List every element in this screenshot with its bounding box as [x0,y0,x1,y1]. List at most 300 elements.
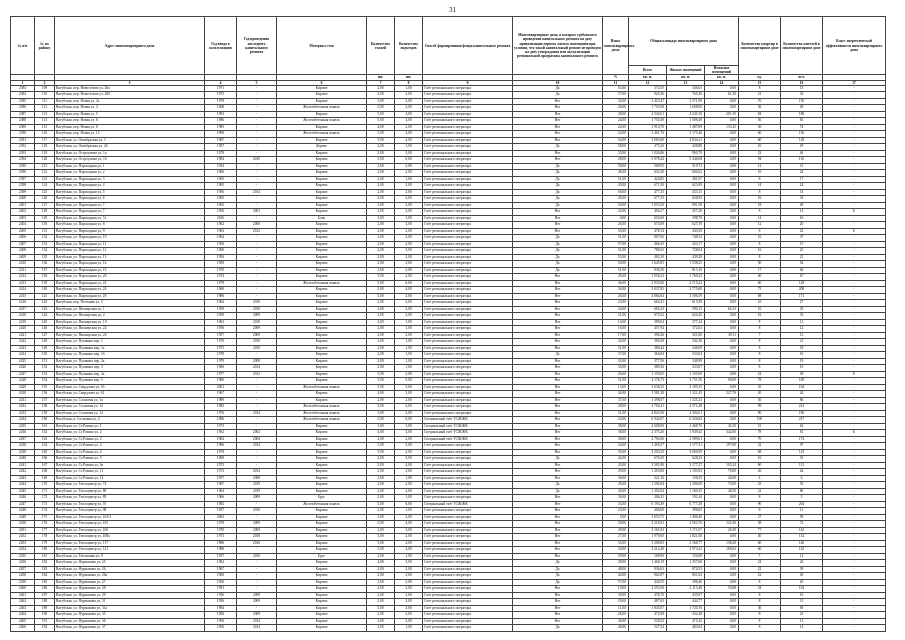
table-cell: 4,00 [395,111,423,118]
table-cell: 162 [35,430,55,437]
table-cell: 2,00 [367,85,395,92]
table-cell: Да [513,352,603,359]
table-cell: Кирпич [277,176,367,183]
table-cell: - [823,105,886,112]
table-cell: 0,00 [705,319,739,326]
table-cell: 5,00 [367,378,395,385]
table-cell: - [823,527,886,534]
table-cell: 2,00 [367,579,395,586]
table-cell: Вагубская, ул. Пароходная ул, 7а [55,215,205,222]
table-cell: 2,00 [367,261,395,268]
table-cell: 494,27 [629,209,667,216]
table-cell: 33,00 [603,150,629,157]
table-cell: 1 979,00 [629,534,667,541]
table-cell: 1 760,23 [667,274,705,281]
table-cell: 1963 [205,228,237,235]
table-cell: 2431 [11,397,35,404]
unit-cell: ед. [739,75,781,80]
table-cell: Нет [513,443,603,450]
table-cell: Кирпич [277,579,367,586]
table-cell: - [237,215,277,222]
table-cell: - [237,235,277,242]
table-cell: 0,00 [705,235,739,242]
table-cell: 1973 [205,423,237,430]
table-cell: 116 [781,157,823,164]
table-cell: 0,00 [705,625,739,632]
table-cell: 131 [35,228,55,235]
table-cell: Кирпич [277,150,367,157]
table-cell: 186 [35,586,55,593]
table-cell: 0,00 [705,261,739,268]
table-cell: 2,00 [367,618,395,625]
table-cell: 2415 [11,293,35,300]
table-cell: Вагубская, ул. Ст.Разина ул, 3 [55,443,205,450]
table-cell: 1954 [205,163,237,170]
table-cell: 3 212,40 [629,547,667,554]
table-cell: 75,00 [705,482,739,489]
table-cell: 1 754,49 [629,118,667,125]
table-cell: 28,00 [603,111,629,118]
table-cell: 125 [781,547,823,554]
header-area-total: Всего [629,66,667,75]
table-cell: 981,50 [667,202,705,209]
table-cell: Нет [513,378,603,385]
table-cell: 1957 [205,553,237,560]
table-cell: 0,00 [705,209,739,216]
table-cell: 0,00 [705,222,739,229]
table-cell: 156,55 [667,475,705,482]
table-cell: Счёт регионального оператора [423,553,513,560]
table-cell: 6 777,28 [667,501,705,508]
table-cell: Вагубская, ул. Ст.Разина ул, 1 [55,423,205,430]
table-cell: 2397 [11,176,35,183]
table-cell: 2,00 [395,573,423,580]
table-cell: 2019 [237,482,277,489]
table-cell: 61,40 [705,92,739,99]
table-cell: 57,00 [603,579,629,586]
table-cell: Вагубская, ул. Пароходная ул, 5 [55,189,205,196]
table-cell: 1 053,50 [629,202,667,209]
table-cell: 4,00 [395,547,423,554]
table-cell: 8 [739,612,781,619]
table-cell: 1 171,07 [667,527,705,534]
table-cell: 1,00 [395,144,423,151]
table-cell: 123 [35,176,55,183]
table-cell: 30,00 [603,436,629,443]
table-cell: 2014 [237,625,277,632]
table-cell: 1 821,08 [667,534,705,541]
table-cell: Счёт регионального оператора [423,254,513,261]
table-cell: 27,00 [603,534,629,541]
table-cell: 5 978,42 [629,157,667,164]
table-cell: 2459 [11,579,35,586]
table-cell: 214 [781,404,823,411]
table-cell: 14 [739,215,781,222]
table-cell: 2414 [11,287,35,294]
table-cell: 0,00 [705,287,739,294]
table-cell: 2 715,22 [667,280,705,287]
table-cell: 2 935,00 [629,280,667,287]
table-cell: - [823,215,886,222]
table-cell: Нет [513,293,603,300]
table-cell: 143 [781,527,823,534]
table-cell: Счёт регионального оператора [423,599,513,606]
table-cell: 2009 [237,495,277,502]
table-cell: 135 [35,254,55,261]
table-cell: 0,00 [705,293,739,300]
table-cell: 2,00 [367,345,395,352]
table-cell: 55,88 [705,586,739,593]
table-cell: Вагубская, пер. Новая ул, 2а [55,98,205,105]
table-cell: 138,28 [705,540,739,547]
table-cell: Е [823,228,886,235]
table-cell: Вагубская, ул. Фурманова ул, 36 [55,618,205,625]
table-cell: Счёт регионального оператора [423,183,513,190]
table-cell: Кирпич [277,183,367,190]
table-cell: 7 [739,332,781,339]
table-cell: 227,70 [705,391,739,398]
table-cell: 1,00 [395,365,423,372]
table-cell: 2,00 [395,469,423,476]
table-cell: 2,00 [395,228,423,235]
table-cell: 677,25 [629,196,667,203]
table-cell: 70,00 [705,469,739,476]
table-cell: - [237,579,277,586]
table-cell: - [823,586,886,593]
table-cell: Кирпич [277,378,367,385]
table-cell: 487,63 [629,599,667,606]
table-cell: 627,59 [667,222,705,229]
table-cell: 26,50 [705,527,739,534]
table-cell: 2018 [237,534,277,541]
table-cell: 46 [781,150,823,157]
table-cell: 1956 [205,625,237,632]
table-cell: 20 [781,222,823,229]
table-cell: 0,00 [705,560,739,567]
table-cell: 2002 [205,514,237,521]
table-cell: 0,00 [705,157,739,164]
table-cell: 90 [739,501,781,508]
table-cell: 32,00 [603,209,629,216]
table-cell: 2395 [11,163,35,170]
table-cell: 45,00 [603,183,629,190]
table-cell: 5,00 [367,534,395,541]
unit-cell: кв. м. [667,75,705,80]
table-cell: 2442 [11,469,35,476]
table-cell: Специальный счёт ТСЖ/ЖК [423,430,513,437]
table-cell: 443,50 [667,228,705,235]
table-cell: 69 [781,605,823,612]
table-cell: 26 [739,469,781,476]
table-cell: Счёт регионального оператора [423,521,513,528]
table-cell: - [823,254,886,261]
table-cell: 12 [739,222,781,229]
table-cell: Вагубская, ул. Теплоцентр ул, 108а [55,534,205,541]
table-cell: Кирпич [277,612,367,619]
table-cell: 2405 [11,228,35,235]
table-cell: Нет [513,131,603,138]
column-number-cell: 1 [11,80,35,85]
table-cell: 153 [35,371,55,378]
table-cell: 671,50 [629,183,667,190]
table-cell: 662,41 [629,300,667,307]
table-cell: 6,00 [395,501,423,508]
table-cell: 2463 [11,605,35,612]
table-cell: Вагубская, ул. Пароходная ул, 3 [55,176,205,183]
table-cell: 1965 [205,183,237,190]
table-cell: Кирпич [277,391,367,398]
table-cell: 1,00 [395,553,423,560]
table-cell: 3 563,70 [667,521,705,528]
table-cell: Счёт регионального оператора [423,352,513,359]
table-cell: 0,00 [705,274,739,281]
table-cell: 0,00 [603,215,629,222]
table-cell: 2 792,60 [629,436,667,443]
column-number-cell: 17 [823,80,886,85]
table-cell: 114 [35,118,55,125]
table-cell: 2413 [11,280,35,287]
table-cell: 1 645,85 [629,261,667,268]
table-cell: Нет [513,215,603,222]
table-cell: Кирпич [277,358,367,365]
table-cell: - [237,267,277,274]
table-cell: Вагубская, ул. Пароходная ул, 20 [55,274,205,281]
table-cell: 2 608,00 [629,423,667,430]
table-cell: 4 884,64 [629,293,667,300]
table-cell: 51,00 [603,176,629,183]
table-cell: 37,00 [603,352,629,359]
table-cell: - [823,241,886,248]
table-cell: Нет [513,527,603,534]
table-cell: Нет [513,449,603,456]
table-cell: 24 [739,560,781,567]
table-cell: - [237,280,277,287]
table-cell: 36,00 [603,618,629,625]
table-cell: Кирпич [277,540,367,547]
table-cell: 1 357,68 [667,560,705,567]
table-cell: Е [823,209,886,216]
table-cell: 12 [781,326,823,333]
table-cell: 32 [739,443,781,450]
table-cell: 1983 [205,111,237,118]
table-cell: 8 [739,326,781,333]
table-cell: 1975 [205,345,237,352]
table-cell: 1980 [205,540,237,547]
table-cell: Нет [513,475,603,482]
table-cell: 3 173,46 [667,131,705,138]
table-cell: 8 [739,592,781,599]
table-cell: Кирпич [277,352,367,359]
table-cell: 1956 [205,326,237,333]
table-cell: 84 [739,111,781,118]
table-cell: Нет [513,508,603,515]
table-cell: 8 [739,241,781,248]
table-cell: 168 [35,469,55,476]
table-cell: 1986 [205,443,237,450]
table-cell: Кирпич [277,521,367,528]
table-cell: 1,00 [395,319,423,326]
table-cell: Вагубская, пер. Новая ул, 12 [55,131,205,138]
table-cell: Нет [513,209,603,216]
table-cell: 2,00 [395,183,423,190]
table-cell: 5 [781,495,823,502]
table-cell: Нет [513,436,603,443]
table-cell: Счёт регионального оператора [423,540,513,547]
table-cell: 626,93 [667,196,705,203]
table-cell: 1966 [205,170,237,177]
table-cell: 321,80 [667,332,705,339]
table-cell: 34,00 [603,443,629,450]
table-cell: 2,00 [367,475,395,482]
table-cell: 2 973,22 [667,547,705,554]
table-cell: 0,00 [705,592,739,599]
table-cell: 2,00 [395,410,423,417]
table-cell: 2,00 [367,456,395,463]
table-cell: 100 [739,417,781,424]
table-cell: 682,33 [629,306,667,313]
table-cell: 22 [739,488,781,495]
table-cell: Железобетонная панель [277,417,367,424]
table-cell: Счёт регионального оператора [423,326,513,333]
table-cell: 187 [35,592,55,599]
table-cell: - [823,553,886,560]
table-cell: 131 [781,462,823,469]
table-cell: 1964 [205,488,237,495]
table-cell: 22 [739,573,781,580]
table-cell: 2008 [237,475,277,482]
table-cell: 936,30 [629,267,667,274]
column-number-cell: 10 [513,80,603,85]
table-cell: - [237,378,277,385]
table-cell: 624,20 [667,313,705,320]
table-cell: 55,00 [603,254,629,261]
table-cell: Железобетонная панель [277,105,367,112]
table-cell: 33 [781,313,823,320]
table-cell: 2404 [11,222,35,229]
table-cell: 38,00 [603,423,629,430]
table-cell: - [237,514,277,521]
table-cell: Счёт регионального оператора [423,293,513,300]
table-cell: Кирпич [277,534,367,541]
table-cell: Счёт регионального оператора [423,462,513,469]
table-cell: 4,00 [395,287,423,294]
table-cell: Счёт регионального оператора [423,105,513,112]
table-cell: Счёт регионального оператора [423,261,513,268]
table-cell: Да [513,144,603,151]
header-district-index: № по району [35,17,55,75]
table-cell: 398,65 [667,508,705,515]
table-cell: Вагубская, ул. Пароходная ул, 11 [55,241,205,248]
table-cell: Вагубская, ул. Пушкина пер, 1б [55,352,205,359]
table-cell: Счёт регионального оператора [423,248,513,255]
table-cell: Вагубская, ул. Фурманова ул, 28 [55,586,205,593]
table-cell: Вагубская, ул. Пионерская ул, 24 [55,332,205,339]
table-cell: 1,00 [395,345,423,352]
table-cell: 111 [35,98,55,105]
table-cell: Да [513,183,603,190]
table-cell: 24,00 [603,124,629,131]
table-cell: 2436 [11,430,35,437]
table-cell: - [237,391,277,398]
table-cell: Кирпич [277,449,367,456]
table-cell: 2,00 [367,248,395,255]
table-cell: - [237,566,277,573]
table-cell: 112 [35,105,55,112]
table-cell: 149 [35,345,55,352]
table-cell: 133,45 [705,124,739,131]
table-cell: 165 [35,449,55,456]
table-cell: Вагубская, ул. Фурманова ул, 26а [55,573,205,580]
table-cell: Вагубская, ул. Пионерская ул, 22 [55,326,205,333]
table-cell: 2417 [11,306,35,313]
table-cell: 1,00 [395,423,423,430]
table-cell: 5,00 [367,384,395,391]
table-cell: 0,00 [705,579,739,586]
table-cell: 0,00 [705,436,739,443]
table-cell: 2456 [11,560,35,567]
table-cell: 122 [35,170,55,177]
table-cell: 60 [739,547,781,554]
table-cell: Счёт регионального оператора [423,527,513,534]
table-cell: Счёт регионального оператора [423,514,513,521]
table-cell: 4,00 [367,430,395,437]
table-cell: 748,52 [667,235,705,242]
table-cell: 2,00 [367,397,395,404]
table-cell: Кирпич [277,98,367,105]
table-cell: 129 [35,215,55,222]
table-cell: 2,00 [395,254,423,261]
table-cell: 2010 [237,319,277,326]
table-cell: 2010 [237,339,277,346]
table-cell: Кирпич [277,365,367,372]
table-cell: Кирпич [277,228,367,235]
table-cell: 1979 [205,280,237,287]
table-cell: Счёт регионального оператора [423,176,513,183]
table-cell: 1962 [205,436,237,443]
table-cell: 2009 [237,592,277,599]
table-cell: 475,20 [629,144,667,151]
table-cell: 62 [781,423,823,430]
table-cell: Кирпич [277,618,367,625]
table-cell: 25 [781,248,823,255]
table-cell: 40 [739,534,781,541]
table-cell: 3,00 [367,514,395,521]
page-number: 31 [449,6,456,14]
table-cell: 2,00 [395,267,423,274]
table-cell: 2,00 [395,163,423,170]
table-cell: - [823,118,886,125]
table-cell: - [823,137,886,144]
table-cell: 0,00 [705,131,739,138]
table-cell: Да [513,560,603,567]
table-cell: Счёт регионального оператора [423,560,513,567]
table-cell: Нет [513,404,603,411]
table-cell: - [237,404,277,411]
table-cell: 1965 [205,196,237,203]
table-cell: 138 [35,274,55,281]
table-cell: 156 [781,131,823,138]
table-cell: 31,00 [603,345,629,352]
table-cell: 14 [781,209,823,216]
table-cell: 670,52 [629,313,667,320]
table-cell: 2000 [237,222,277,229]
table-cell: 5,00 [367,404,395,411]
table-cell: 457,28 [667,209,705,216]
table-cell: 2,00 [395,332,423,339]
table-cell: 16 [739,456,781,463]
table-cell: 159 [35,410,55,417]
table-cell: 628,23 [667,456,705,463]
